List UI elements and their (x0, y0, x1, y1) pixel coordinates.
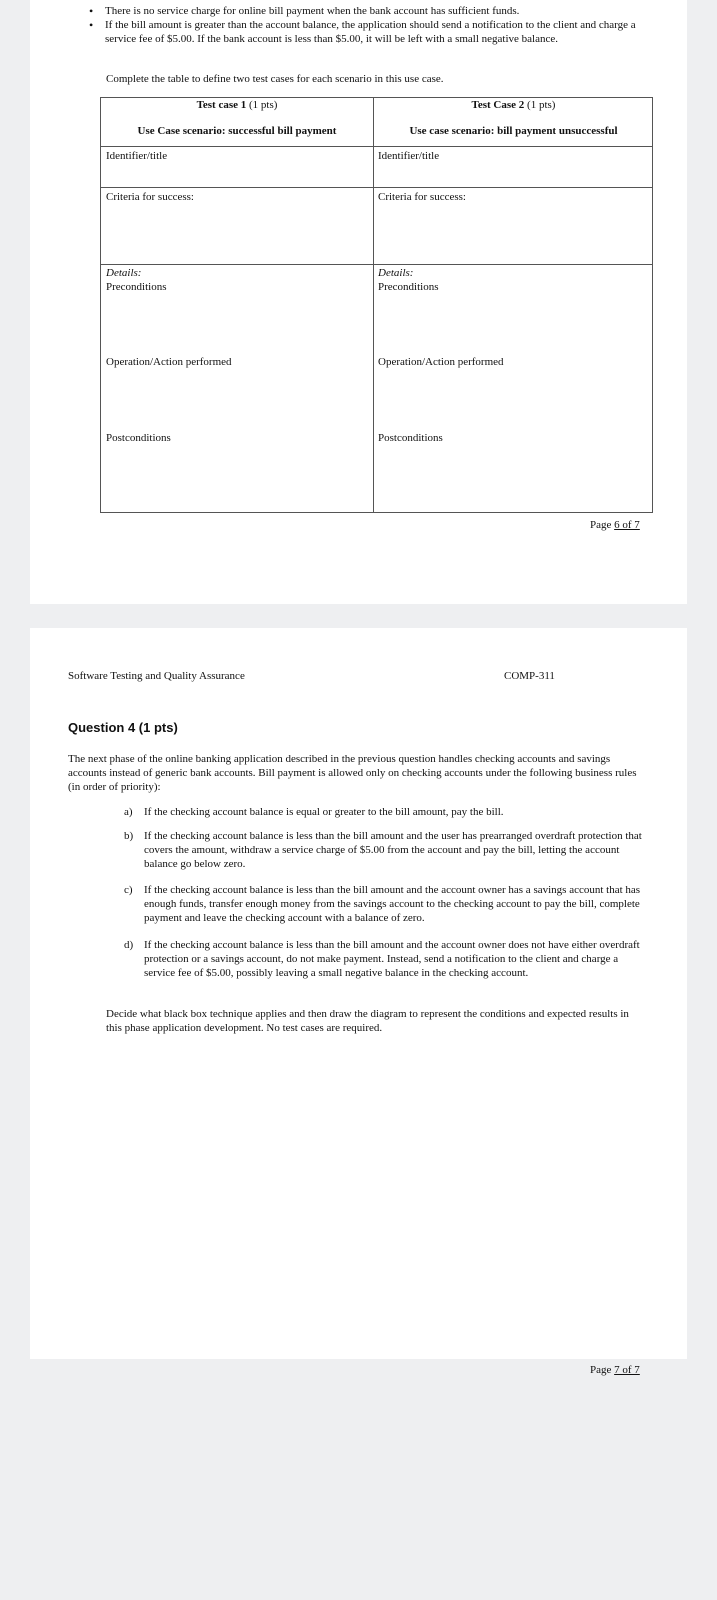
identifier-label: Identifier/title (378, 150, 440, 162)
test-case-2-header: Test Case 2 (1 pts) (471, 99, 556, 111)
list-item: • If the bill amount is greater than the account balance, the application should send a notification to the client and charge a service fee of $5.00. If the bank account is less than $5.00, it will be left with a small negative balance. (89, 18, 636, 45)
details-label: Details: (106, 267, 142, 279)
postconditions-label: Postconditions (378, 432, 443, 444)
course-code: COMP-311 (504, 670, 555, 682)
scenario-1-title: Use Case scenario: successful bill payment (137, 125, 337, 137)
operation-label: Operation/Action performed (378, 356, 504, 368)
question-intro: The next phase of the online banking application described in the previous question handles checking accounts and savings accounts instead of generic bank accounts. Bill payment is allowed only on checking accounts under the following business rules (in order of priority): (68, 753, 637, 793)
test-case-1-header: Test case 1 (1 pts) (196, 99, 278, 111)
identifier-label: Identifier/title (106, 150, 168, 162)
test-case-table (100, 97, 653, 513)
criteria-label: Criteria for success: (378, 191, 466, 203)
preconditions-label: Preconditions (378, 281, 439, 293)
table-instructions: Complete the table to define two test cases for each scenario in this use case. (106, 73, 444, 85)
page-number: Page 6 of 7 (590, 519, 640, 531)
criteria-label: Criteria for success: (106, 191, 194, 203)
preconditions-label: Preconditions (106, 281, 167, 293)
details-label: Details: (378, 267, 414, 279)
operation-label: Operation/Action performed (106, 356, 232, 368)
page-number: Page 7 of 7 (590, 1364, 640, 1376)
course-title: Software Testing and Quality Assurance (68, 670, 245, 682)
scenario-2-title: Use case scenario: bill payment unsuccessful (409, 125, 618, 137)
requirements-list (90, 4, 665, 46)
document-page-7: Software Testing and Quality Assurance COMP-311 Question 4 (1 pts) The next phase of the online banking application described in the previous question handles checking accounts and savings accounts instead of generic bank accounts. Bill payment is allowed only on checking accounts under the following business rules (in order of priority): a) If the checking account balance is equal or greater to the bill amount, pay the bill. b) If the checking account balance is less than the bill amount and the user has prearranged overdraft protection that covers the amount, withdraw a service charge of $5.00 from the account and pay the bill, letting the account balance go below zero. c) If the checking account balance is less than the bill amount and the account owner has a savings account that has enough funds, transfer enough money from the savings account to the checking account to pay the bill, complete payment and leave the checking account with a balance of zero. d) If the checking account balance is less than the bill amount and the account owner does not have either overdraft protection or a savings account, do not make payment. Instead, send a notification to the client and charge a service fee of $5.00, possibly leaving a small negative balance in the checking account. Decide what black box technique applies and then draw the diagram to represent the conditions and expected results in this phase application development. No test cases are required. Page 7 of 7 (30, 628, 687, 1359)
question-title: Question 4 (1 pts) (68, 720, 178, 735)
postconditions-label: Postconditions (106, 432, 171, 444)
list-item: • There is no service charge for online bill payment when the bank account has sufficient funds. (89, 4, 520, 18)
question-instructions: Decide what black box technique applies and then draw the diagram to represent the conditions and expected results in this phase application development. No test cases are required. (106, 1008, 629, 1034)
document-page-6 (30, 0, 687, 604)
